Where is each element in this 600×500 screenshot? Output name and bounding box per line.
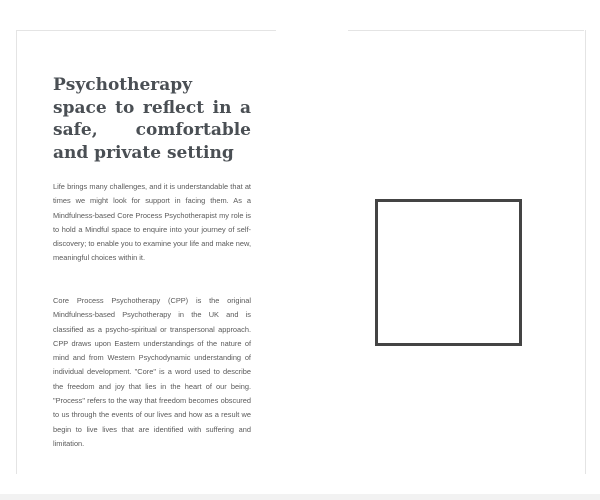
cpp-paragraph: Core Process Psychotherapy (CPP) is the original Mindfulness-based Psychotherapy in the UK and is classified as a psycho-spiritual or transpersonal approach. CPP draws upon Eastern understandings of the nature of mind and from Western Psychodynamic understanding of individual development. "Core" is a word used to describe the freedom and joy that lies in the heart of our being. "Process" refers to the way that freedom becomes obscured to us through the events of our lives and how as a result we begin to live lives that are identified with suffering and limitation. bbox=[53, 296, 251, 448]
page-bottom-strip bbox=[0, 494, 600, 500]
section-heading: Psychotherapy space to reflect in a safe, comfortable and private setting bbox=[53, 75, 251, 164]
intro-paragraph: Life brings many challenges, and it is understandable that at times we might look for support in facing them. As a Mindfulness-based Core Process Psychotherapist my role is to hold a Mindful space to enquire into your journey of self-discovery; to enable you to examine your life and make new, meaningful choices within it. bbox=[53, 182, 251, 263]
card-top-border-right bbox=[348, 30, 584, 31]
image-placeholder-frame bbox=[375, 199, 522, 346]
card-top-border-left bbox=[16, 30, 276, 31]
